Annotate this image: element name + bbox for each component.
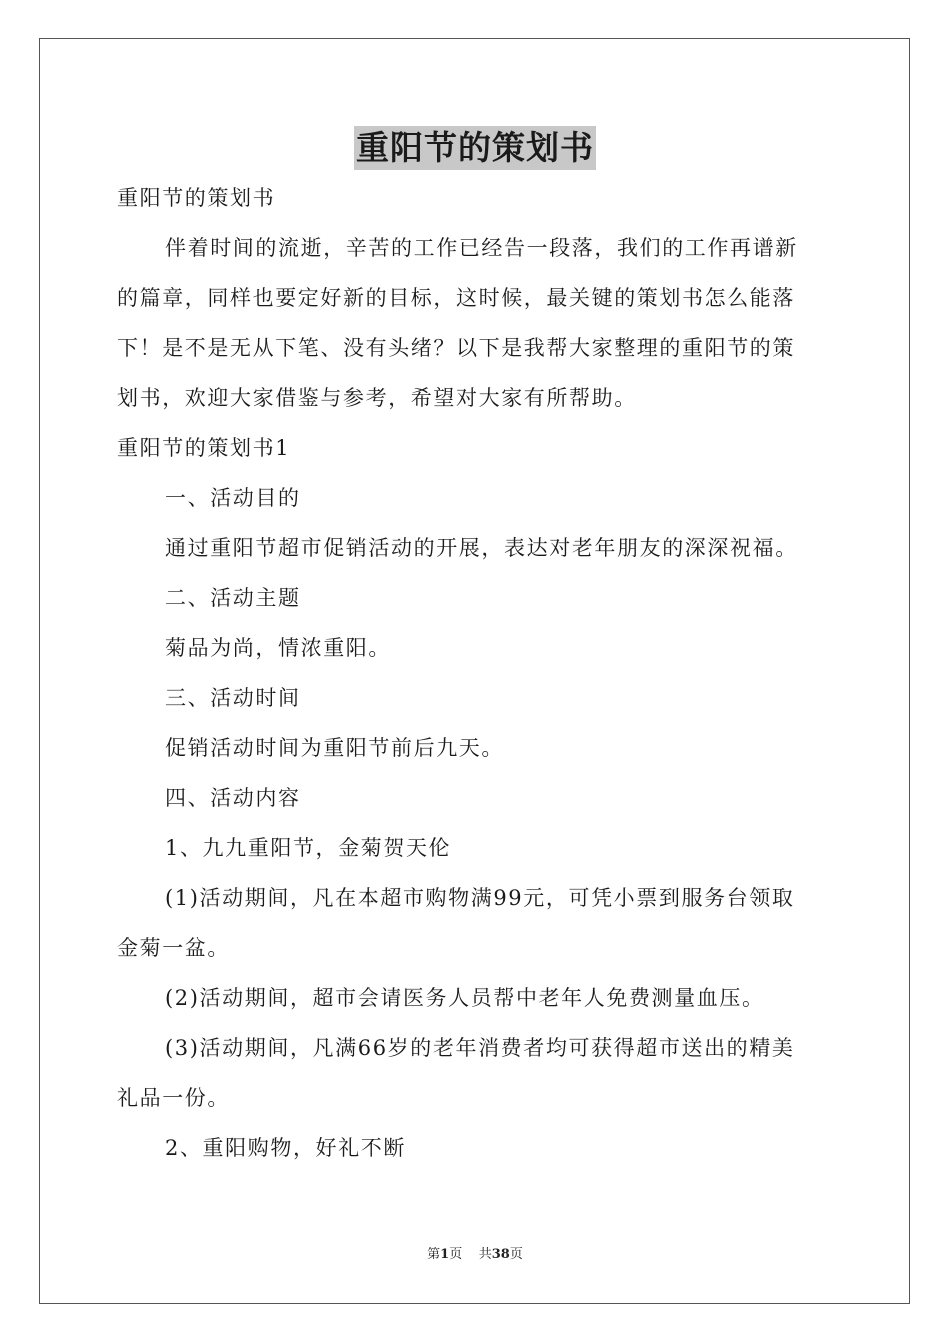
heading-time: 三、活动时间 bbox=[165, 686, 301, 710]
intro-line-1: 伴着时间的流逝，辛苦的工作已经告一段落，我们的工作再谱新 bbox=[165, 236, 798, 260]
heading-content: 四、活动内容 bbox=[165, 786, 301, 810]
subtitle-line: 重阳节的策划书 bbox=[117, 186, 276, 210]
footer-page-prefix: 第 bbox=[427, 1247, 441, 1262]
purpose-text: 通过重阳节超市促销活动的开展，表达对老年朋友的深深祝福。 bbox=[165, 536, 798, 560]
document-title: 重阳节的策划书 bbox=[354, 126, 596, 170]
theme-text: 菊品为尚，情浓重阳。 bbox=[165, 636, 391, 660]
intro-line-2: 的篇章，同样也要定好新的目标，这时候，最关键的策划书怎么能落 bbox=[117, 286, 795, 310]
footer-page-suffix: 页 bbox=[449, 1247, 463, 1262]
time-text: 促销活动时间为重阳节前后九天。 bbox=[165, 736, 504, 760]
content-item-1-1: (1)活动期间，凡在本超市购物满99元，可凭小票到服务台领取 bbox=[165, 886, 795, 910]
content-item-2: 2、重阳购物，好礼不断 bbox=[165, 1136, 406, 1160]
title-wrap bbox=[0, 126, 950, 170]
content-item-1-3-cont: 礼品一份。 bbox=[117, 1086, 230, 1110]
heading-theme: 二、活动主题 bbox=[165, 586, 301, 610]
content-item-1-2: (2)活动期间，超市会请医务人员帮中老年人免费测量血压。 bbox=[165, 986, 765, 1010]
content-item-1: 1、九九重阳节，金菊贺天伦 bbox=[165, 836, 452, 860]
content-item-1-3: (3)活动期间，凡满66岁的老年消费者均可获得超市送出的精美 bbox=[165, 1036, 795, 1060]
footer-page-number: 1 bbox=[440, 1247, 450, 1262]
footer-total-pages: 38 bbox=[491, 1247, 510, 1262]
footer-total-suffix: 页 bbox=[509, 1247, 523, 1262]
content-item-1-1-cont: 金菊一盆。 bbox=[117, 936, 230, 960]
section-heading: 重阳节的策划书1 bbox=[117, 436, 291, 460]
footer-total-prefix: 共 bbox=[478, 1247, 492, 1262]
intro-line-3: 下！是不是无从下笔、没有头绪？以下是我帮大家整理的重阳节的策 bbox=[117, 336, 795, 360]
heading-purpose: 一、活动目的 bbox=[165, 486, 301, 510]
intro-line-4: 划书，欢迎大家借鉴与参考，希望对大家有所帮助。 bbox=[117, 386, 637, 410]
page-footer bbox=[0, 1245, 950, 1265]
